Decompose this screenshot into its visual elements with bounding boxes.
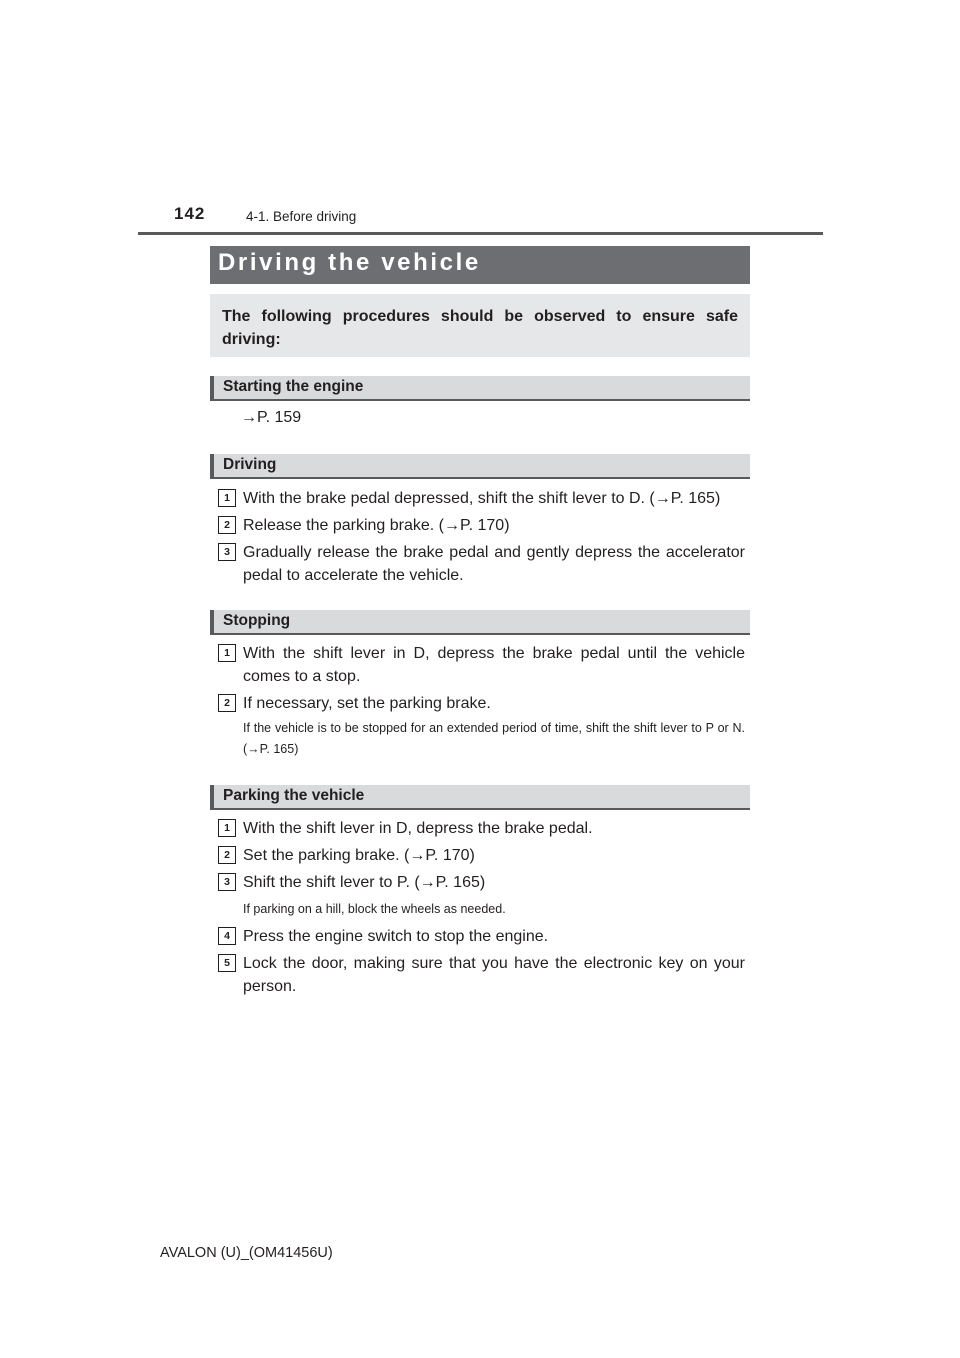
- title-bar: [210, 246, 750, 284]
- step-number-badge: 3: [218, 873, 236, 891]
- step-number-badge: 2: [218, 694, 236, 712]
- subheading-label: Parking the vehicle: [223, 787, 365, 804]
- step-text: Release the parking brake. (→P. 170): [243, 517, 510, 534]
- step-text: Press the engine switch to stop the engine.: [243, 928, 549, 945]
- step-number-badge: 3: [218, 543, 236, 561]
- note-text: If parking on a hill, block the wheels as needed.: [243, 902, 506, 916]
- step-text: With the brake pedal depressed, shift the shift lever to D. (→P. 165): [243, 490, 721, 507]
- step-text: Lock the door, making sure that you have the electronic key on your person.: [243, 955, 745, 995]
- intro-box: [210, 294, 750, 357]
- step-text: Gradually release the brake pedal and gently depress the accelerator pedal to accelerate the vehicle.: [243, 544, 745, 584]
- step-number-badge: 4: [218, 927, 236, 945]
- subheading-label: Stopping: [223, 612, 291, 629]
- note-text: If the vehicle is to be stopped for an extended period of time, shift the shift lever to P or N. (→P. 165): [243, 721, 745, 756]
- step-number-badge: 1: [218, 489, 236, 507]
- footer-manual-code: AVALON (U)_(OM41456U): [160, 1245, 333, 1261]
- subheading-label: Starting the engine: [223, 378, 364, 395]
- step-number-badge: 2: [218, 846, 236, 864]
- page-number: 142: [174, 204, 206, 223]
- step-number-badge: 5: [218, 954, 236, 972]
- intro-text: The following procedures should be observed to ensure safe driving:: [222, 308, 738, 348]
- step-number-badge: 2: [218, 516, 236, 534]
- step-text: With the shift lever in D, depress the brake pedal until the vehicle comes to a stop.: [243, 645, 745, 685]
- subheading-parking: [210, 785, 750, 810]
- step-text: Shift the shift lever to P. (→P. 165): [243, 874, 486, 891]
- step-text: Set the parking brake. (→P. 170): [243, 847, 475, 864]
- step-number-badge: 1: [218, 644, 236, 662]
- page-reference: →P. 159: [241, 409, 302, 426]
- step-text: If necessary, set the parking brake.: [243, 695, 491, 712]
- section-label: 4-1. Before driving: [246, 209, 357, 224]
- subheading-label: Driving: [223, 456, 277, 473]
- subheading-starting-engine: [210, 376, 750, 401]
- header-rule: [138, 232, 823, 235]
- page-title: Driving the vehicle: [218, 249, 481, 276]
- subheading-driving: [210, 454, 750, 479]
- step-number-badge: 1: [218, 819, 236, 837]
- step-text: With the shift lever in D, depress the brake pedal.: [243, 820, 593, 837]
- subheading-stopping: [210, 610, 750, 635]
